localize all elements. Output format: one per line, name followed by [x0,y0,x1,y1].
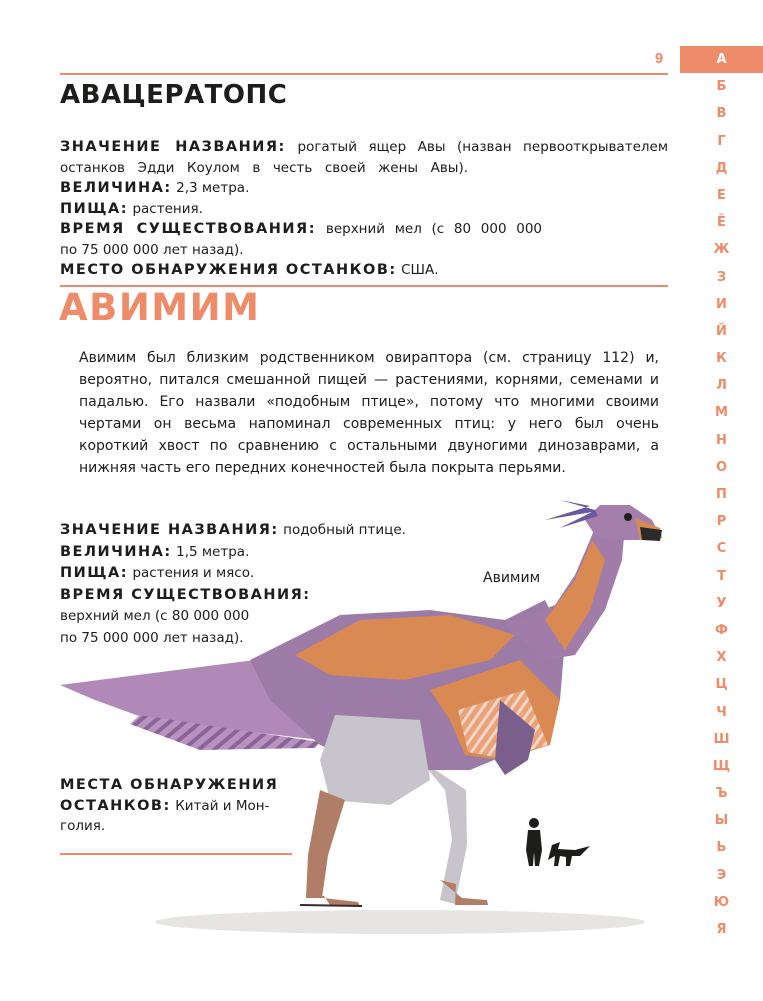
alphabet-letter[interactable]: Ч [716,704,727,720]
meaning-value: подобный птице. [283,522,406,538]
alphabet-letter[interactable]: Ь [716,840,727,856]
alphabet-letter[interactable]: К [716,351,727,367]
places-label: МЕСТА ОБНАРУЖЕНИЯ [60,777,279,793]
size-value: 2,3 метра. [176,180,250,196]
alphabet-letter[interactable]: С [716,541,727,557]
time-value: верхний мел (с 80 000 000 [325,221,543,237]
food-label: ПИЩА: [60,565,129,581]
places-value: Китай и Мон- [175,797,270,814]
alphabet-letter[interactable]: Е [717,187,726,203]
page-number: 9 [654,50,664,67]
size-label: ВЕЛИЧИНА: [60,180,172,196]
meaning-label: ЗНАЧЕНИЕ НАЗВАНИЯ: [60,139,286,155]
meaning-label: ЗНАЧЕНИЕ НАЗВАНИЯ: [60,522,279,538]
size-value: 1,5 метра. [176,543,250,560]
entry2-intro: Авимим был близким родственником овираптора (см. страницу 112) и, вероятно, питался смешанной пищей — растениями, корнями, семенами и падалью. Его назвали «подобным птице», потому что многими своими чертами он весьма напоминал современных птиц: у него был очень короткий хвост по сравнению с остальными двуногими динозаврами, а нижняя часть его передних конечностей была покрыта перьями. [79,350,659,476]
places-underline [60,853,292,855]
alphabet-letter[interactable]: У [716,595,727,611]
alphabet-letter[interactable]: Ю [713,894,730,910]
alphabet-letter[interactable]: О [715,459,728,475]
alphabet-letter[interactable]: Ж [713,242,730,258]
alphabet-letter[interactable]: Ъ [715,786,728,802]
food-value: растения и мясо. [132,565,255,581]
alphabet-letter[interactable]: Ы [714,813,729,829]
alphabet-letter[interactable]: Д [715,160,728,176]
alphabet-letter[interactable]: А [680,46,763,73]
alphabet-letter[interactable]: Л [716,378,727,394]
alphabet-letter[interactable]: Р [716,514,727,530]
alphabet-letter[interactable]: Т [717,568,726,584]
entry2-facts [60,520,420,648]
alphabet-letter[interactable]: Ц [715,677,728,693]
time-label: ВРЕМЯ СУЩЕСТВОВАНИЯ: [60,221,316,237]
entry-title-avimimus: АВИМИМ [59,286,261,329]
scale-figures [526,818,590,866]
food-value: растения. [132,200,203,217]
alphabet-letter[interactable]: Б [716,79,727,95]
alphabet-letter[interactable]: Э [716,867,727,883]
size-label: ВЕЛИЧИНА: [60,543,172,560]
alphabet-letter[interactable]: В [716,106,727,122]
alphabet-letter[interactable]: Ф [715,622,728,638]
alphabet-letter[interactable]: Ё [717,215,726,231]
place-value: США. [401,262,439,278]
alphabet-letter[interactable]: Щ [712,758,731,774]
time-value: верхний мел (с 80 000 000 [60,608,250,624]
entry2-places [60,775,300,837]
meaning-value: рогатый ящер Авы (назван первооткрывателем [297,139,668,155]
alphabet-letter[interactable]: Й [716,323,727,339]
time-value-cont: по 75 000 000 лет назад). [60,241,244,258]
alphabet-letter[interactable]: М [715,405,728,421]
places-label-cont: ОСТАНКОВ: [60,797,171,814]
time-value-cont: по 75 000 000 лет назад). [60,629,244,646]
place-label: МЕСТО ОБНАРУЖЕНИЯ ОСТАНКОВ: [60,262,397,278]
illustration-caption: Авимим [483,570,541,586]
entry-title-avaceratops: АВАЦЕРАТОПС [60,80,288,110]
alphabet-letter[interactable]: Ш [713,731,730,747]
alphabet-letter[interactable]: Х [716,650,727,666]
meaning-value-cont: останков Эдди Коулом в честь своей жены Авы). [60,159,468,176]
ground-shadow [155,910,645,934]
alphabet-letter[interactable]: Я [716,922,727,937]
alphabet-letter[interactable]: И [716,296,727,312]
alphabet-letter[interactable]: З [716,269,727,285]
food-label: ПИЩА: [60,200,129,217]
time-label: ВРЕМЯ СУЩЕСТВОВАНИЯ: [60,586,311,603]
alphabet-letter[interactable]: Н [716,432,727,448]
places-value-cont: голия. [60,818,106,834]
alphabet-letter[interactable]: Г [717,133,726,149]
alphabet-letter[interactable]: П [716,487,727,502]
